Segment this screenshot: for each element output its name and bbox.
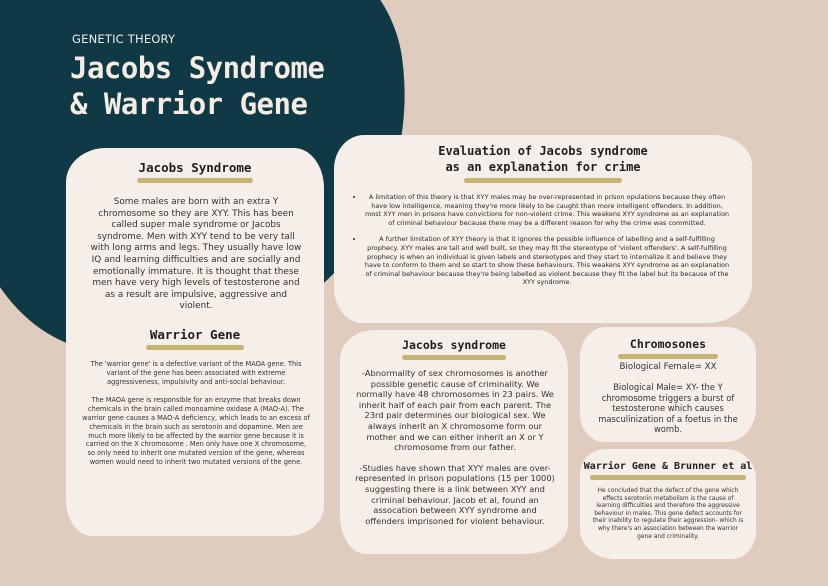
heading-underline (137, 178, 253, 183)
sex-chromosome-text: -Abnormality of sex chromosomes is another possible genetic cause of criminality. We normally have 48 chromosomes in 23 pairs. We inherit half of each pair from each parent. The 23rd pair determines our biological sex. We always inherit an X chromosome form our mother and we can either inherit an X or Y chromosome from our father. (356, 368, 554, 453)
title-line-1: Jacobs Syndrome (70, 51, 325, 85)
evaluation-card (334, 135, 752, 323)
maoa-gene-text: The MAOA gene is responsible for an enzyme that breaks down chemicals in the brain called monoamine oxidase A (MAO-A). The warrior gene causes a MAO-A deficiency, which leads to an excess of chemicals in the brain such as serotonin and dopamine. Men are much more likely to be affected by the warrior gene because it is carried on the X chromosome . Men only have one X chromosome, so only need to inherit one mutated version of the gene, whereas women would need to inherit two mutated versions of the gene. (82, 396, 310, 466)
brunner-heading: Warrior Gene & Brunner et al (583, 461, 753, 472)
section-label: GENETIC THEORY (72, 32, 176, 46)
jacobs-syndrome-heading: Jacobs Syndrome (138, 160, 252, 175)
evaluation-heading (334, 143, 752, 175)
chromosomes-card (580, 327, 756, 442)
title-line-2: & Warrior Gene (70, 87, 308, 121)
heading-underline (590, 475, 746, 480)
prison-studies-text: -Studies have shown that XYY males are over-represented in prison populations (15 per 1000) suggesting there is a link between XYY and criminal behaviour. Jacob et al, found an assocation between XYY syndrome and offenders imprisoned for violent behaviour. (355, 462, 555, 526)
evaluation-heading-line-2: as an explanation for crime (445, 160, 641, 174)
warrior-gene-heading: Warrior Gene (149, 326, 241, 342)
page-title (70, 50, 324, 122)
jacobs-warrior-card (66, 148, 324, 536)
heading-underline (618, 354, 718, 359)
brunner-text: He concluded that the defect of the gene which effects serotonin metabolism is the cause of learning difficulties and therefore the aggressive behaviour in males. This gene defect accounts for their inability to regulate their aggression- which is why there's an association between the warrior gene and criminality. (592, 488, 744, 540)
evaluation-heading-line-1: Evaluation of Jacobs syndrome (438, 144, 648, 158)
evaluation-point: • A limitation of this theory is that XYY males may be over-represented in prison opulations because they often have low intelligence, meaning they're more likely to be caught than more intelligent offenders. In addition, most XYY men in prisons have convictions for non-violent crime. This weakens XYY syndrome as an explanation of criminal behaviour because there may be a different reason for why the crime was committed. (364, 193, 730, 227)
heading-underline (146, 345, 244, 350)
warrior-gene-intro: The 'warrior gene' is a defective variant of the MAOA gene. This variant of the gene has been associated with extreme aggressiveness, impulsivity and anti-social behaviour. (90, 359, 302, 386)
evaluation-list (350, 193, 730, 287)
heading-underline (402, 355, 506, 360)
heading-underline (464, 178, 622, 183)
female-chromosome-text: Biological Female= XX (619, 362, 717, 372)
jacobs-syndrome-text: Some males are born with an extra Y chromosome so they are XYY. This has been called super male syndrome or Jacobs syndrome. Men with XYY tend to be very tall with long arms and legs. They usually have low IQ and learning difficulties and are socially and emotionally immature. It is thought that these men have very high levels of testosterone and as a result are impulsive, aggressive and violent. (90, 197, 302, 312)
male-chromosome-text: Biological Male= XY- the Y chromosome triggers a burst of testosterone which causes masculinization of a foetus in the womb. (598, 382, 738, 435)
jacobs-syndrome-card-heading: Jacobs syndrome (402, 338, 506, 352)
chromosomes-heading: Chromosones (629, 337, 707, 351)
evaluation-point: • A further limitation of XYY theory is that it ignores the possible influence of labelling and a self-fulfilling prophecy. XYY males are tall and well built, so they may fit the stereotype of 'violent offenders'. A self-fulfilling prophecy is when an individual is given labels and stereotypes and they start to internalize it and believe they have to conform to them and so start to show these behaviours. This weakens XYY syndrome as an explanation of criminal behaviour because they're being labelled as violent because they fit the label but its because of the XYY syndrome. (364, 235, 730, 287)
jacobs-syndrome-card (340, 330, 568, 554)
brunner-card (580, 449, 756, 559)
